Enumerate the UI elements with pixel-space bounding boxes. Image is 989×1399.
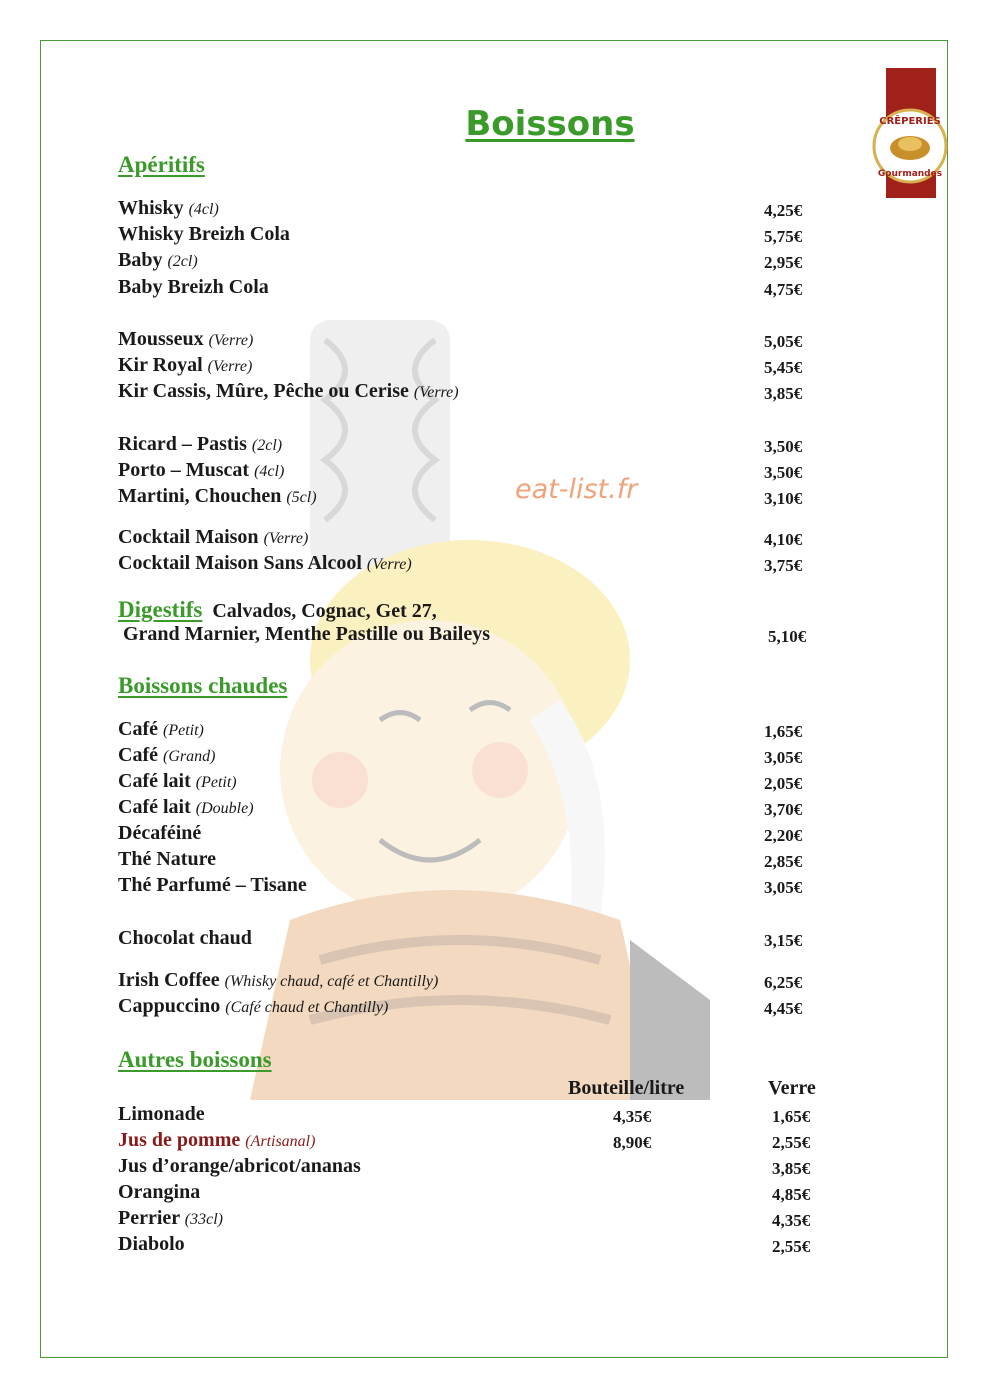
menu-item: Limonade <box>118 1103 205 1125</box>
menu-item: Whisky (4cl) <box>118 197 219 219</box>
menu-item: Perrier (33cl) <box>118 1207 223 1229</box>
menu-item: Thé Parfumé – Tisane <box>118 874 307 896</box>
menu-item: Café lait (Petit) <box>118 770 237 792</box>
item-price: 3,50€ <box>764 463 803 482</box>
digestifs-heading <box>118 597 437 623</box>
item-price: 2,05€ <box>764 774 803 793</box>
item-price: 5,05€ <box>764 332 803 351</box>
item-price-glass: 3,85€ <box>772 1159 811 1178</box>
column-header-bottle: Bouteille/litre <box>568 1077 685 1099</box>
menu-item: Diabolo <box>118 1233 185 1255</box>
svg-text:CRÊPERIES: CRÊPERIES <box>879 116 941 127</box>
item-price-glass: 4,35€ <box>772 1211 811 1230</box>
menu-item: Jus de pomme (Artisanal) <box>118 1129 316 1151</box>
item-price: 1,65€ <box>764 722 803 741</box>
menu-item: Thé Nature <box>118 848 216 870</box>
item-price: 4,75€ <box>764 280 803 299</box>
menu-item: Baby (2cl) <box>118 249 198 271</box>
item-price-glass: 2,55€ <box>772 1237 811 1256</box>
item-price: 3,10€ <box>764 489 803 508</box>
menu-item: Café (Grand) <box>118 744 216 766</box>
page-title: Boissons <box>465 104 635 144</box>
menu-item: Café (Petit) <box>118 718 204 740</box>
menu-item: Cocktail Maison Sans Alcool (Verre) <box>118 552 412 574</box>
item-price-bottle: 8,90€ <box>613 1133 652 1152</box>
watermark: eat-list.fr <box>515 474 638 505</box>
menu-item: Kir Royal (Verre) <box>118 354 253 376</box>
section-title-digestifs: Digestifs <box>118 597 203 622</box>
column-header-glass: Verre <box>768 1077 816 1099</box>
svg-text:Gourmandes: Gourmandes <box>877 169 943 179</box>
item-price: 3,50€ <box>764 437 803 456</box>
menu-item: Chocolat chaud <box>118 927 252 949</box>
section-title-autres-boissons: Autres boissons <box>118 1047 272 1072</box>
menu-item: Kir Cassis, Mûre, Pêche ou Cerise (Verre) <box>118 380 459 402</box>
item-price: 5,75€ <box>764 227 803 246</box>
menu-item: Jus d’orange/abricot/ananas <box>118 1155 361 1177</box>
section-title-boissons-chaudes: Boissons chaudes <box>118 673 288 698</box>
digestifs-list-line1: Calvados, Cognac, Get 27, <box>212 600 437 622</box>
menu-item: Mousseux (Verre) <box>118 328 254 350</box>
item-price: 3,75€ <box>764 556 803 575</box>
menu-item: Cappuccino (Café chaud et Chantilly) <box>118 995 389 1017</box>
item-price: 3,70€ <box>764 800 803 819</box>
menu-item: Ricard – Pastis (2cl) <box>118 433 283 455</box>
menu-item: Décaféiné <box>118 822 202 844</box>
item-price: 3,05€ <box>764 878 803 897</box>
menu-item: Whisky Breizh Cola <box>118 223 290 245</box>
menu-item: Baby Breizh Cola <box>118 276 269 298</box>
item-price: 5,45€ <box>764 358 803 377</box>
item-price: 4,10€ <box>764 530 803 549</box>
menu-item: Orangina <box>118 1181 201 1203</box>
item-price: 4,45€ <box>764 999 803 1018</box>
menu-item: Cocktail Maison (Verre) <box>118 526 309 548</box>
menu-item: Porto – Muscat (4cl) <box>118 459 285 481</box>
item-price: 3,05€ <box>764 748 803 767</box>
menu-item: Café lait (Double) <box>118 796 254 818</box>
item-price-bottle: 4,35€ <box>613 1107 652 1126</box>
section-title-aperitifs: Apéritifs <box>118 152 205 177</box>
digestifs-list-line2: Grand Marnier, Menthe Pastille ou Baileys <box>123 623 491 645</box>
item-price: 2,20€ <box>764 826 803 845</box>
item-price-glass: 4,85€ <box>772 1185 811 1204</box>
item-price: 2,85€ <box>764 852 803 871</box>
item-price-glass: 2,55€ <box>772 1133 811 1152</box>
item-price: 4,25€ <box>764 201 803 220</box>
item-price: 6,25€ <box>764 973 803 992</box>
digestifs-price: 5,10€ <box>768 627 807 646</box>
menu-item: Martini, Chouchen (5cl) <box>118 485 317 507</box>
item-price: 3,15€ <box>764 931 803 950</box>
menu-item: Irish Coffee (Whisky chaud, café et Chantilly) <box>118 969 439 991</box>
item-price-glass: 1,65€ <box>772 1107 811 1126</box>
item-price: 3,85€ <box>764 384 803 403</box>
item-price: 2,95€ <box>764 253 803 272</box>
